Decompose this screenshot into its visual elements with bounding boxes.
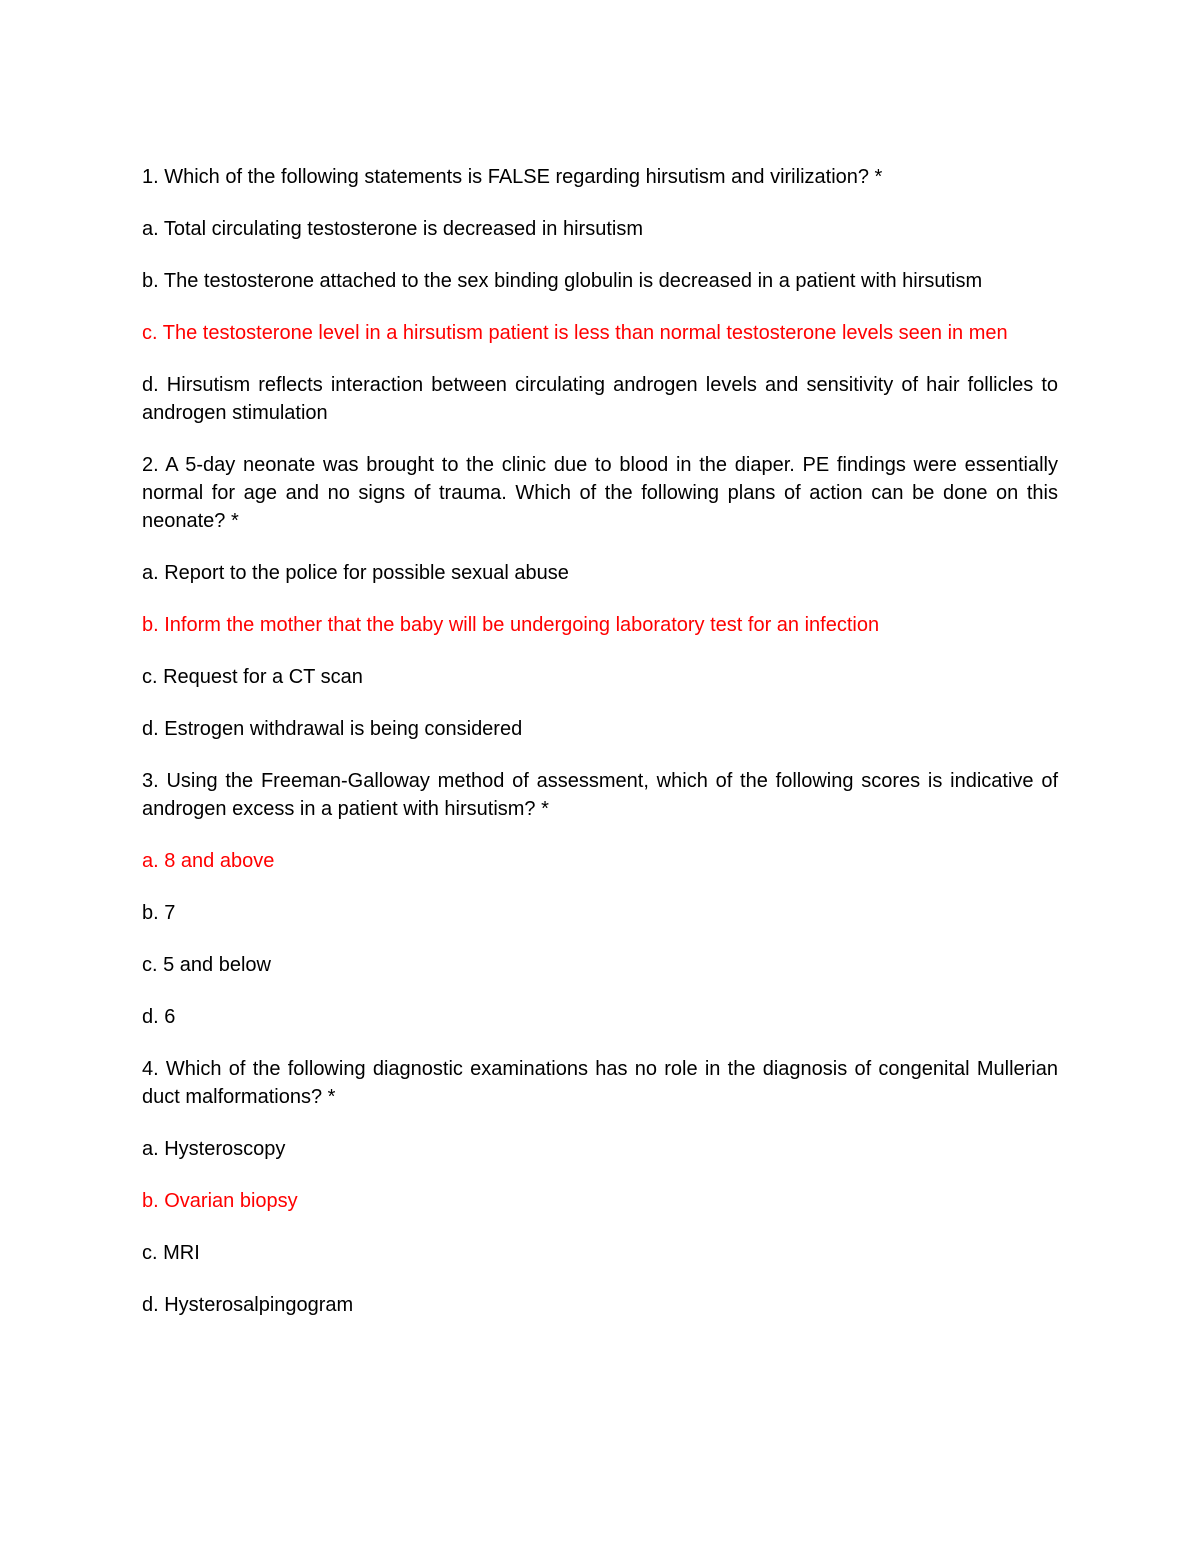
q1-question: 1. Which of the following statements is FALSE regarding hirsutism and virilization? * bbox=[142, 166, 883, 188]
q3-option-c: c. 5 and below bbox=[142, 954, 271, 976]
q1-option-d: d. Hirsutism reflects interaction between circulating androgen levels and sensitivity of hair follicles to androgen stimulation bbox=[142, 374, 1058, 424]
q4-option-d: d. Hysterosalpingogram bbox=[142, 1294, 354, 1316]
q1-option-b: b. The testosterone attached to the sex binding globulin is decreased in a patient with hirsutism bbox=[142, 270, 983, 292]
q1-option-c-answer: c. The testosterone level in a hirsutism patient is less than normal testosterone levels seen in men bbox=[142, 322, 1008, 344]
q1-option-a: a. Total circulating testosterone is decreased in hirsutism bbox=[142, 218, 643, 240]
q4-option-b-answer: b. Ovarian biopsy bbox=[142, 1190, 298, 1212]
q2-option-b-answer: b. Inform the mother that the baby will be undergoing laboratory test for an infection bbox=[142, 614, 880, 636]
q4-option-c: c. MRI bbox=[142, 1242, 200, 1264]
q2-question: 2. A 5-day neonate was brought to the clinic due to blood in the diaper. PE findings were essentially normal for age and no signs of trauma. Which of the following plans of action can be done on this neonate? * bbox=[142, 454, 1058, 532]
q4-option-a: a. Hysteroscopy bbox=[142, 1138, 286, 1160]
q4-question: 4. Which of the following diagnostic examinations has no role in the diagnosis of congenital Mullerian duct malformations? * bbox=[142, 1058, 1058, 1108]
q2-option-d: d. Estrogen withdrawal is being considered bbox=[142, 718, 523, 740]
document-page bbox=[142, 163, 1058, 1319]
q3-question: 3. Using the Freeman-Galloway method of assessment, which of the following scores is indicative of androgen excess in a patient with hirsutism? * bbox=[142, 770, 1058, 820]
q2-option-a: a. Report to the police for possible sexual abuse bbox=[142, 562, 569, 584]
q3-option-a-answer: a. 8 and above bbox=[142, 850, 275, 872]
q3-option-d: d. 6 bbox=[142, 1006, 176, 1028]
q2-option-c: c. Request for a CT scan bbox=[142, 666, 363, 688]
q3-option-b: b. 7 bbox=[142, 902, 176, 924]
